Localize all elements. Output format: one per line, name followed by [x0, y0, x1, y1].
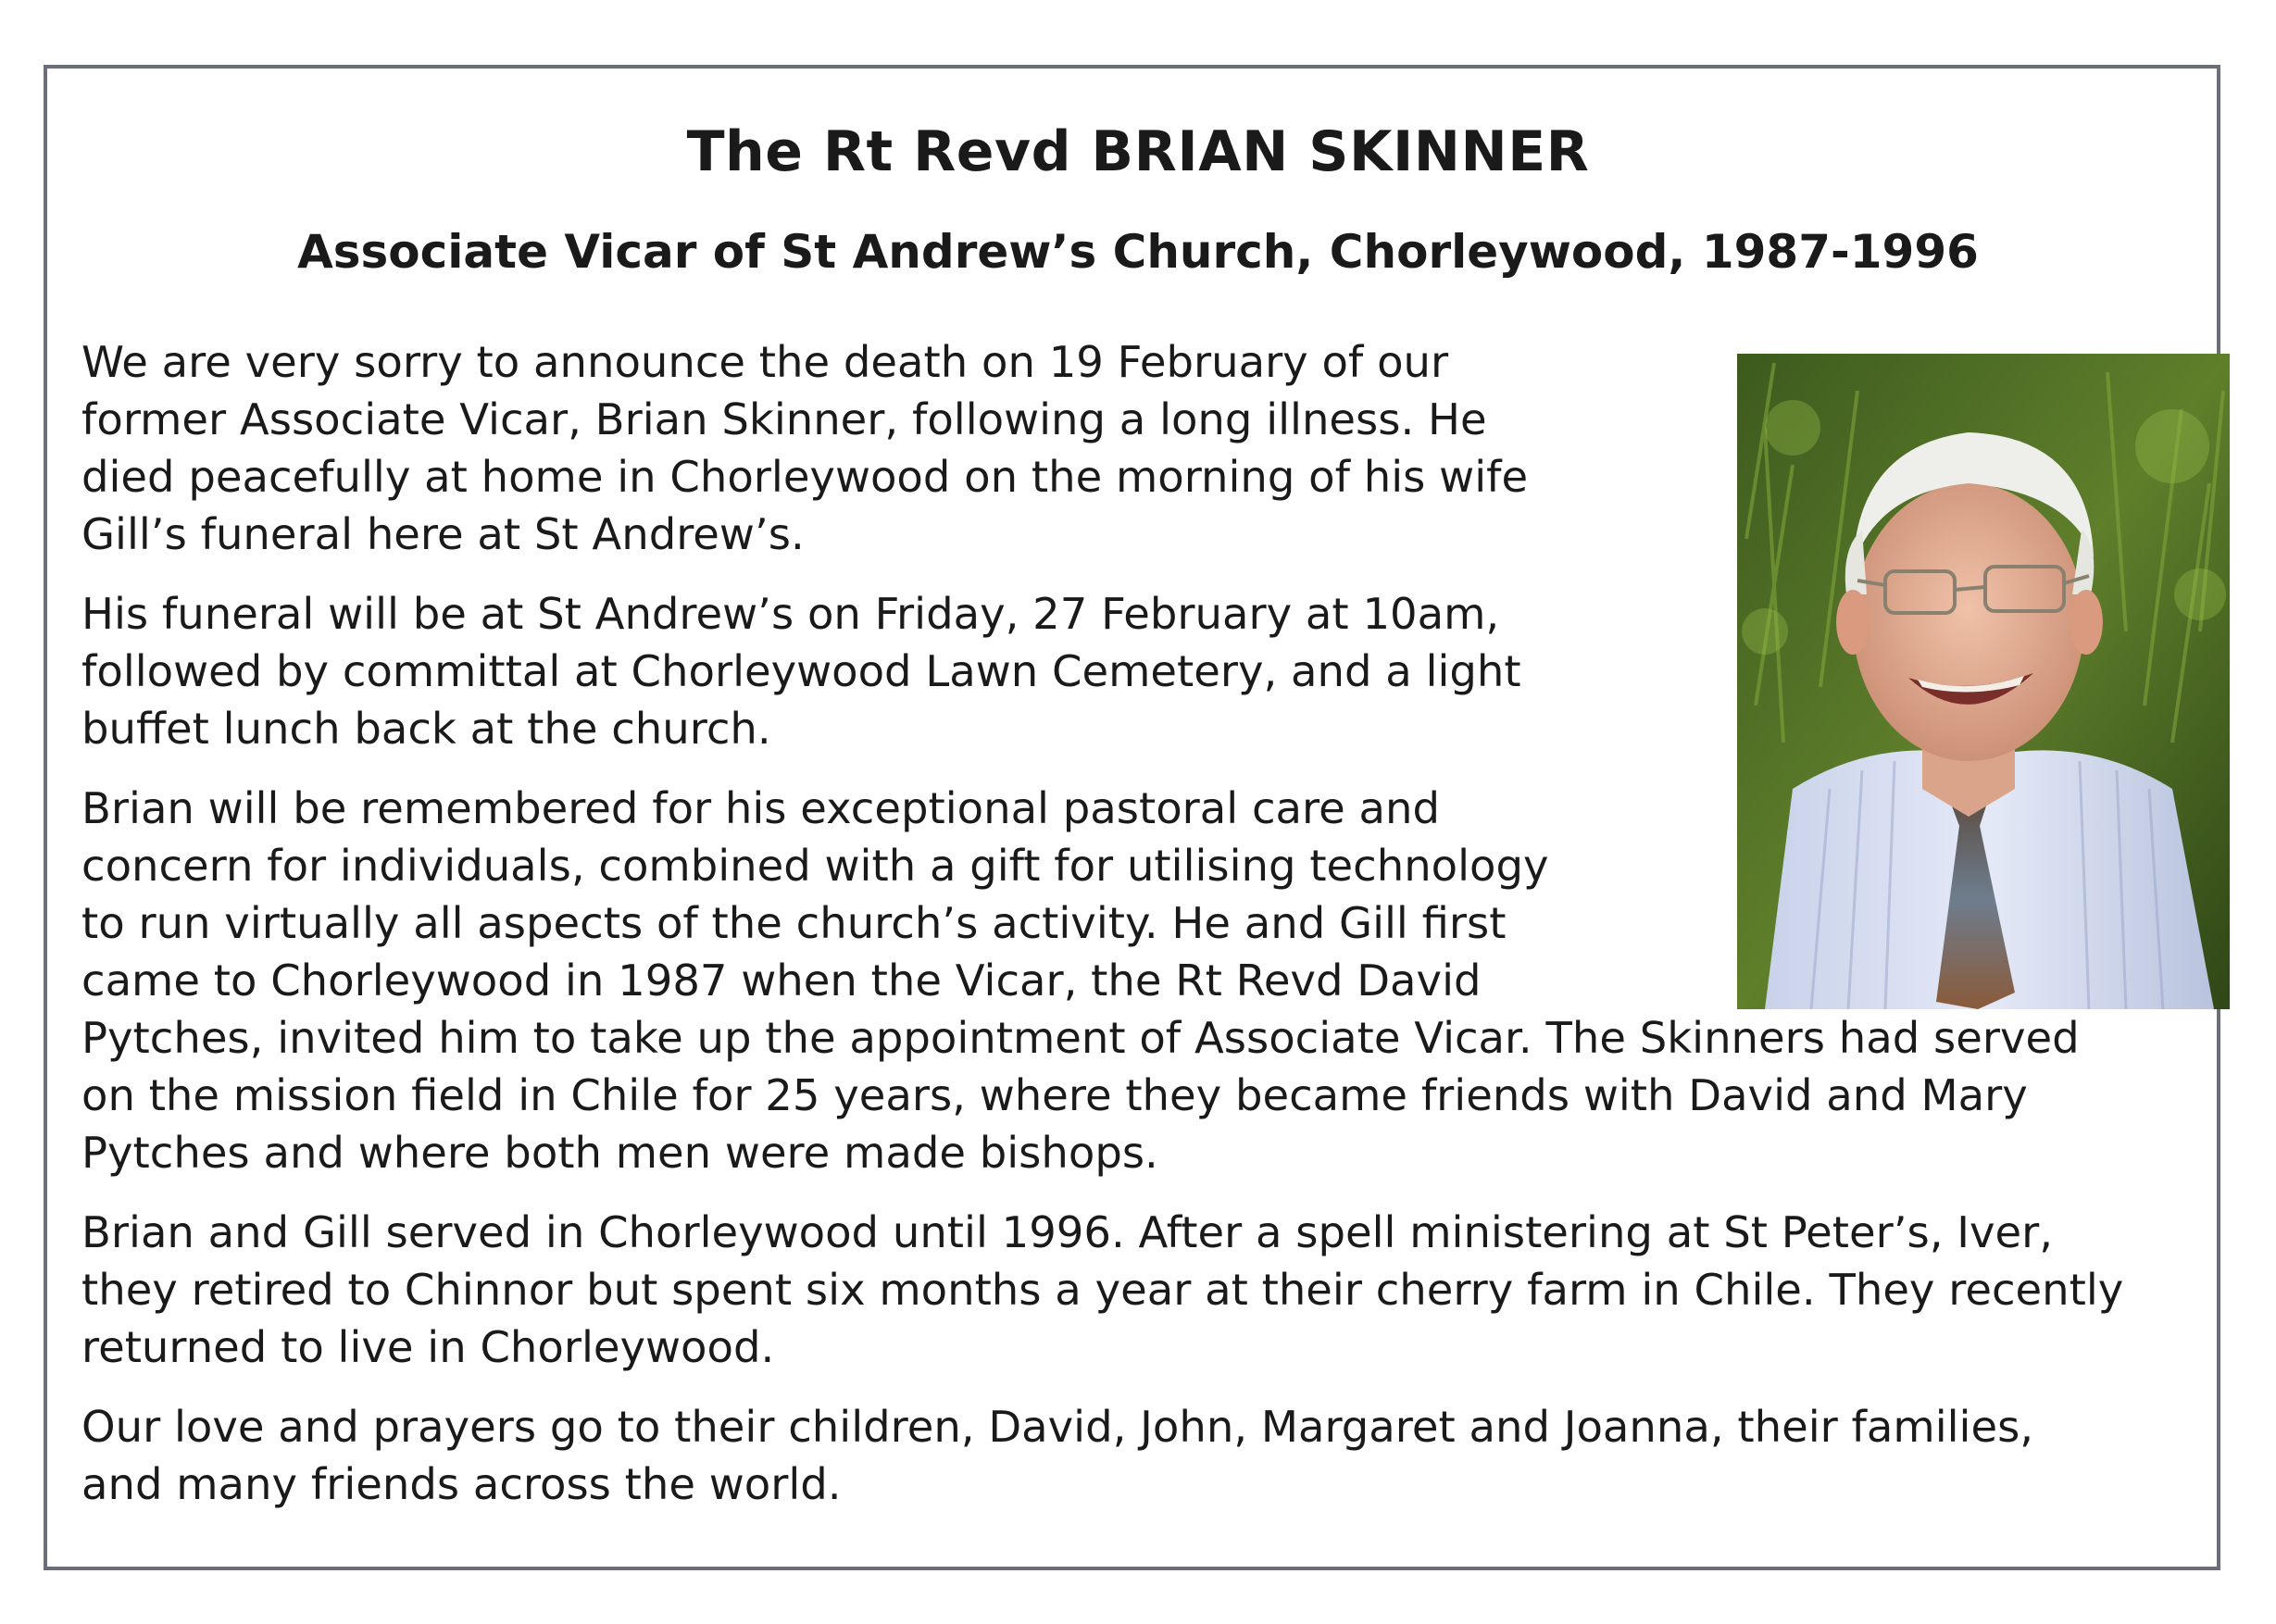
paragraph-line: returned to live in Chorleywood.	[81, 1322, 775, 1372]
paragraph-line: died peacefully at home in Chorleywood on the morning of his wife	[81, 452, 1529, 502]
paragraph-line: We are very sorry to announce the death on 19 February of our	[81, 337, 1449, 387]
notice-body	[81, 333, 2230, 1535]
paragraph-line: Brian will be remembered for his exceptional pastoral care and	[81, 783, 1441, 833]
paragraph-5	[81, 1398, 2230, 1513]
paragraph-line: to run virtually all aspects of the church’s activity. He and Gill first	[81, 898, 1507, 948]
paragraph-line: they retired to Chinnor but spent six months a year at their cherry farm in Chile. They recently	[81, 1265, 2124, 1315]
paragraph-line: His funeral will be at St Andrew’s on Friday, 27 February at 10am,	[81, 589, 1500, 639]
paragraph-line: Pytches and where both men were made bishops.	[81, 1128, 1158, 1178]
paragraph-line: on the mission field in Chile for 25 years, where they became friends with David and Mary	[81, 1070, 2028, 1120]
paragraph-line: buffet lunch back at the church.	[81, 704, 771, 754]
paragraph-line: followed by committal at Chorleywood Lawn Cemetery, and a light	[81, 646, 1521, 696]
paragraph-line: concern for individuals, combined with a gift for utilising technology	[81, 841, 1549, 891]
page-title: The Rt Revd BRIAN SKINNER	[686, 119, 1590, 184]
paragraph-line: and many friends across the world.	[81, 1459, 842, 1509]
paragraph-4	[81, 1204, 2230, 1376]
paragraph-line: Our love and prayers go to their children, David, John, Margaret and Joanna, their families,	[81, 1402, 2034, 1452]
paragraph-line: Gill’s funeral here at St Andrew’s.	[81, 509, 805, 559]
paragraph-line: came to Chorleywood in 1987 when the Vicar, the Rt Revd David	[81, 956, 1482, 1006]
paragraph-line: Pytches, invited him to take up the appointment of Associate Vicar. The Skinners had served	[81, 1013, 2080, 1063]
portrait-photo-icon	[1737, 354, 2230, 1009]
paragraph-line: former Associate Vicar, Brian Skinner, following a long illness. He	[81, 394, 1487, 444]
page-subtitle: Associate Vicar of St Andrew’s Church, Chorleywood, 1987-1996	[297, 225, 1979, 279]
paragraph-line: Brian and Gill served in Chorleywood until 1996. After a spell ministering at St Peter’s, Iver,	[81, 1207, 2054, 1257]
